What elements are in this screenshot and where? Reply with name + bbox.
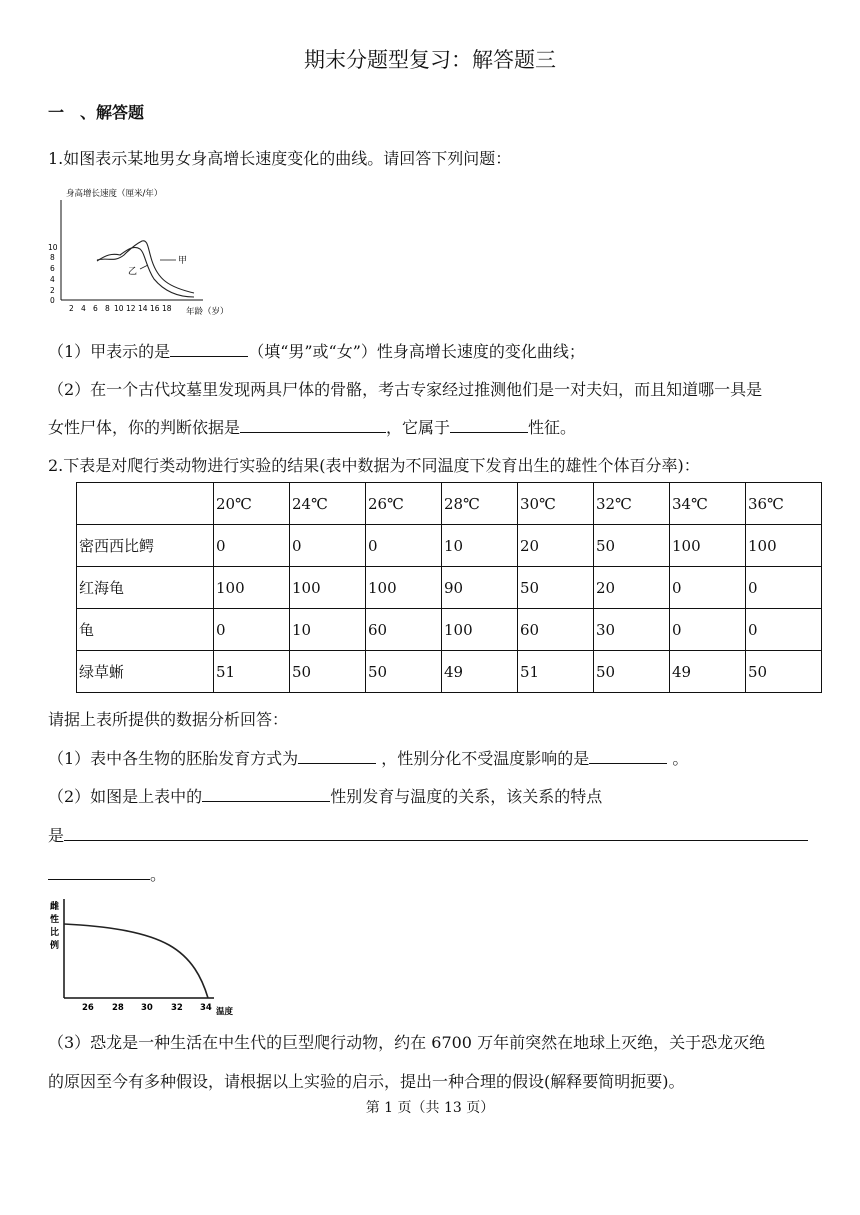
table-cell: 0 bbox=[290, 525, 366, 567]
curve-jia bbox=[97, 241, 194, 293]
ytick-6: 6 bbox=[50, 264, 55, 273]
xtick-10: 10 bbox=[114, 304, 124, 313]
table-cell: 32℃ bbox=[594, 483, 670, 525]
q1-sub1-text-b: （填“男”或“女”）性身高增长速度的变化曲线； bbox=[248, 342, 585, 361]
xtick-12: 12 bbox=[126, 304, 136, 313]
q1-sub1-text-a: （1）甲表示的是 bbox=[48, 342, 171, 361]
table-cell: 0 bbox=[214, 609, 290, 651]
table-cell: 0 bbox=[670, 567, 746, 609]
xtick-16: 16 bbox=[150, 304, 160, 313]
q1-sub1-blank bbox=[170, 339, 248, 357]
chart2-xtick-26: 26 bbox=[82, 1003, 94, 1013]
q2-sub3-line2: 的原因至今有多种假设，请根据以上实验的启示，提出一种合理的假设(解释要简明扼要)。 bbox=[48, 1072, 685, 1091]
q2-sub2-blank-3 bbox=[48, 862, 150, 880]
q1-stem: 1.如图表示某地男女身高增长速度变化的曲线。请回答下列问题： bbox=[48, 149, 512, 168]
ytick-4: 4 bbox=[50, 275, 55, 284]
q1-sub2-line2 bbox=[48, 415, 576, 438]
xtick-6: 6 bbox=[93, 304, 98, 313]
chart2-ylabel-c4: 例 bbox=[50, 941, 60, 951]
label-yi: 乙 bbox=[128, 267, 138, 277]
table-cell: 51 bbox=[518, 651, 594, 693]
table-cell: 0 bbox=[746, 567, 822, 609]
table-cell: 红海龟 bbox=[77, 567, 214, 609]
ytick-0: 0 bbox=[50, 296, 55, 305]
q1-sub2-line1: （2）在一个古代坟墓里发现两具尸体的骨骼，考古专家经过推测他们是一对夫妇，而且知道哪一具是 bbox=[48, 380, 763, 399]
table-header-row bbox=[77, 483, 822, 525]
q2-sub2-text-d: 。 bbox=[150, 865, 167, 884]
page-title: 期末分题型复习：解答题三 bbox=[304, 48, 556, 72]
table-cell: 50 bbox=[518, 567, 594, 609]
table-cell: 49 bbox=[670, 651, 746, 693]
table-cell: 49 bbox=[442, 651, 518, 693]
table-cell: 50 bbox=[746, 651, 822, 693]
q2-sub2-blank-2 bbox=[64, 823, 808, 841]
table-cell: 30 bbox=[594, 609, 670, 651]
table-cell: 36℃ bbox=[746, 483, 822, 525]
q2-sub1-text-c: 。 bbox=[672, 749, 689, 768]
table-cell: 龟 bbox=[77, 609, 214, 651]
ytick-2: 2 bbox=[50, 286, 55, 295]
growth-yticks bbox=[48, 243, 58, 305]
table-cell: 50 bbox=[594, 651, 670, 693]
curve-yi bbox=[97, 247, 194, 297]
q2-sub2-text-b: 性别发育与温度的关系，该关系的特点 bbox=[330, 787, 603, 806]
chart2-xtick-28: 28 bbox=[112, 1003, 124, 1013]
xtick-18: 18 bbox=[162, 304, 172, 313]
q2-sub1 bbox=[48, 746, 688, 769]
q2-sub3-line1: （3）恐龙是一种生活在中生代的巨型爬行动物，约在 6700 万年前突然在地球上灭绝，关于恐龙灭绝 bbox=[48, 1033, 766, 1052]
label-yi-leader bbox=[140, 265, 148, 269]
growth-chart-xlabel: 年龄（岁） bbox=[186, 307, 229, 317]
table-cell: 100 bbox=[442, 609, 518, 651]
table-cell: 24℃ bbox=[290, 483, 366, 525]
table-cell: 密西西比鳄 bbox=[77, 525, 214, 567]
table-cell: 90 bbox=[442, 567, 518, 609]
growth-xticks bbox=[69, 304, 172, 313]
table-cell: 50 bbox=[594, 525, 670, 567]
table-cell: 50 bbox=[366, 651, 442, 693]
ytick-8: 8 bbox=[50, 253, 55, 262]
table-cell: 28℃ bbox=[442, 483, 518, 525]
table-row bbox=[77, 525, 822, 567]
table-cell: 20 bbox=[518, 525, 594, 567]
table-cell: 100 bbox=[290, 567, 366, 609]
table-cell: 30℃ bbox=[518, 483, 594, 525]
q2-stem: 2.下表是对爬行类动物进行实验的结果(表中数据为不同温度下发育出生的雄性个体百分率)： bbox=[48, 456, 700, 475]
table-row bbox=[77, 651, 822, 693]
page-footer: 第 1 页（共 13 页） bbox=[365, 1100, 495, 1116]
growth-chart bbox=[48, 183, 248, 318]
table-cell: 51 bbox=[214, 651, 290, 693]
q2-sub1-text-b: ，性别分化不受温度影响的是 bbox=[381, 749, 590, 768]
chart2-xlabel: 温度 bbox=[216, 1007, 234, 1017]
q2-sub2-text-a: （2）如图是上表中的 bbox=[48, 787, 203, 806]
table-cell: 10 bbox=[442, 525, 518, 567]
q1-sub2-text-b: 女性尸体，你的判断依据是 bbox=[48, 418, 241, 437]
q2-sub2-text-c: 是 bbox=[48, 826, 65, 845]
xtick-8: 8 bbox=[105, 304, 110, 313]
table-cell: 100 bbox=[670, 525, 746, 567]
section-heading: 一 、解答题 bbox=[48, 103, 145, 122]
table-cell: 0 bbox=[746, 609, 822, 651]
reptile-table bbox=[76, 482, 822, 693]
table-cell: 34℃ bbox=[670, 483, 746, 525]
q2-sub2-line3 bbox=[48, 862, 166, 885]
q2-sub1-text-a: （1）表中各生物的胚胎发育方式为 bbox=[48, 749, 299, 768]
xtick-4: 4 bbox=[81, 304, 86, 313]
q1-sub1 bbox=[48, 339, 585, 362]
q2-after-table: 请据上表所提供的数据分析回答： bbox=[48, 710, 289, 729]
chart2-ylabel-c3: 比 bbox=[50, 928, 60, 938]
xtick-14: 14 bbox=[138, 304, 148, 313]
q1-sub2-text-c: ，它属于 bbox=[386, 418, 451, 437]
table-cell: 0 bbox=[670, 609, 746, 651]
q2-sub1-blank-2 bbox=[589, 746, 667, 764]
table-cell: 10 bbox=[290, 609, 366, 651]
q1-sub2-blank-2 bbox=[450, 415, 528, 433]
ytick-10: 10 bbox=[48, 243, 58, 252]
table-row bbox=[77, 567, 822, 609]
label-jia: 甲 bbox=[178, 256, 188, 266]
chart2-curve bbox=[64, 924, 208, 998]
table-cell: 60 bbox=[366, 609, 442, 651]
q2-sub2-blank-1 bbox=[202, 784, 330, 802]
table-cell: 26℃ bbox=[366, 483, 442, 525]
table-cell: 100 bbox=[746, 525, 822, 567]
xtick-2: 2 bbox=[69, 304, 74, 313]
table-cell: 50 bbox=[290, 651, 366, 693]
chart2-ylabel-c1: 雌 bbox=[50, 902, 60, 912]
table-cell: 绿草蜥 bbox=[77, 651, 214, 693]
chart2-xtick-32: 32 bbox=[171, 1003, 183, 1013]
table-cell: 20 bbox=[594, 567, 670, 609]
q1-sub2-text-d: 性征。 bbox=[528, 418, 577, 437]
q1-sub2-blank-1 bbox=[240, 415, 386, 433]
q2-sub2-line1 bbox=[48, 784, 602, 807]
q2-sub2-line2 bbox=[48, 823, 808, 846]
table-row bbox=[77, 609, 822, 651]
chart2-xtick-30: 30 bbox=[141, 1003, 153, 1013]
chart2-xtick-34: 34 bbox=[200, 1003, 212, 1013]
q2-sub1-blank-1 bbox=[298, 746, 376, 764]
chart2-ylabel-c2: 性 bbox=[50, 915, 60, 925]
table-cell: 100 bbox=[214, 567, 290, 609]
growth-chart-ylabel: 身高增长速度（厘米/年） bbox=[66, 189, 163, 199]
female-ratio-chart bbox=[44, 893, 244, 1018]
table-cell bbox=[77, 483, 214, 525]
table-cell: 60 bbox=[518, 609, 594, 651]
table-cell: 0 bbox=[214, 525, 290, 567]
table-cell: 0 bbox=[366, 525, 442, 567]
table-cell: 20℃ bbox=[214, 483, 290, 525]
table-cell: 100 bbox=[366, 567, 442, 609]
